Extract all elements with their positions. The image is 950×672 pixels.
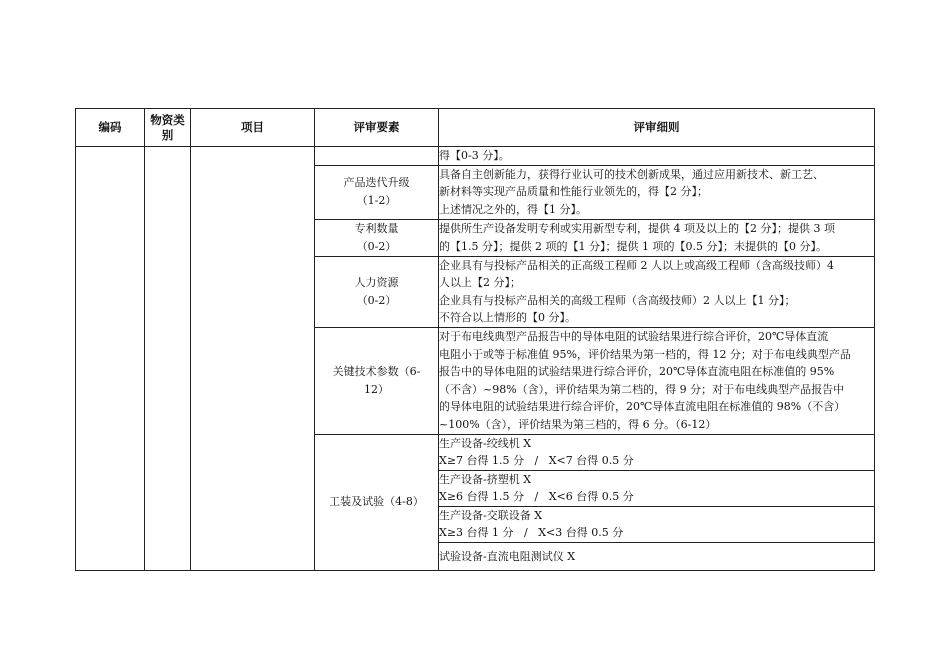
detail-line: 生产设备-绞线机 X [439,437,532,451]
cell-detail-continued [439,147,875,166]
detail-line: 电阻小于或等于标准值 95%，评价结果为第一档的，得 12 分；对于布电线典型产品 [439,347,851,361]
header-material-type [145,109,191,147]
detail-extruder [439,470,875,506]
criteria-human-resources [315,256,439,327]
detail-line: 提供所生产设备发明专利或实用新型专利，提供 4 项及以上的【2 分】；提供 3 项 [439,222,835,235]
detail-line: 对于布电线典型产品报告中的导体电阻的试验结果进行综合评价，20℃导体直流 [439,329,829,343]
table-header-row [76,109,875,147]
detail-key-parameters [439,327,875,434]
criteria-key-parameters [315,327,439,434]
detail-line: X≥3 台得 1 分 / X<3 台得 0.5 分 [439,526,624,540]
detail-line: 新材料等实现产品质量和性能行业领先的，得【2 分】； [439,185,708,199]
detail-product-upgrade [439,165,875,219]
detail-line: ~100%（含），评价结果为第三档的，得 6 分。（6-12） [439,417,717,431]
criteria-line: （0-2） [356,293,397,307]
detail-line: 的【1.5 分】；提供 2 项的【1 分】；提供 1 项的【0.5 分】；未提供的【0 分】。 [439,239,827,253]
cell-material-type [145,147,191,571]
criteria-line: 人力资源 [354,275,399,289]
detail-line: 不符合以上情形的【0 分】。 [439,311,576,325]
header-material-type-line2: 别 [161,127,174,142]
criteria-patent-count [315,219,439,256]
detail-line: 企业具有与投标产品相关的高级工程师（含高级技师）2 人以上【1 分】； [439,293,796,307]
criteria-product-upgrade [315,165,439,219]
criteria-line: 12） [364,382,389,396]
criteria-line: 专利数量 [354,221,399,235]
criteria-line: 产品迭代升级 [343,176,410,190]
cell-code [76,147,145,571]
detail-human-resources [439,256,875,327]
detail-line: 的导体电阻的试验结果进行综合评价，20℃导体直流电阻在标准值的 98%（不含） [439,400,846,414]
detail-crosslinking-equipment [439,506,875,542]
evaluation-table [75,108,875,571]
detail-line: 报告中的导体电阻的试验结果进行综合评价，20℃导体直流电阻在标准值的 95% [439,365,835,379]
detail-line: X≥7 台得 1.5 分 / X<7 台得 0.5 分 [439,454,634,468]
detail-line: 具备自主创新能力，获得行业认可的技术创新成果，通过应用新技术、新工艺、 [439,167,824,181]
header-criteria: 评审要素 [315,109,439,147]
header-details: 评审细则 [439,109,875,147]
header-code: 编码 [76,109,145,147]
criteria-line: （0-2） [356,239,397,253]
detail-line: 企业具有与投标产品相关的正高级工程师 2 人以上或高级工程师（含高级技师）4 [439,258,834,272]
criteria-tooling-testing: 工装及试验（4-8） [315,434,439,570]
detail-line: （不含）~98%（含），评价结果为第二档的，得 9 分；对于布电线典型产品报告中 [439,382,845,396]
criteria-line: 关键技术参数（6- [332,364,421,378]
detail-line: 生产设备-交联设备 X [439,509,543,523]
detail-line: 得【0-3 分】。 [439,149,510,162]
detail-line: 人以上【2 分】； [439,276,521,290]
detail-line: 试验设备-直流电阻测试仪 X [439,549,576,563]
header-material-type-line1: 物资类 [150,112,185,127]
criteria-line: （1-2） [356,194,397,208]
detail-line: 上述情况之外的，得【1 分】。 [439,202,587,216]
detail-line: X≥6 台得 1.5 分 / X<6 台得 0.5 分 [439,490,634,504]
header-item: 项目 [191,109,315,147]
detail-stranding-machine [439,434,875,470]
table-row [76,147,875,166]
cell-item [191,147,315,571]
detail-line: 生产设备-挤塑机 X [439,473,532,487]
detail-dc-resistance-tester [439,542,875,570]
cell-criteria-continued [315,147,439,166]
detail-patent-count [439,219,875,256]
